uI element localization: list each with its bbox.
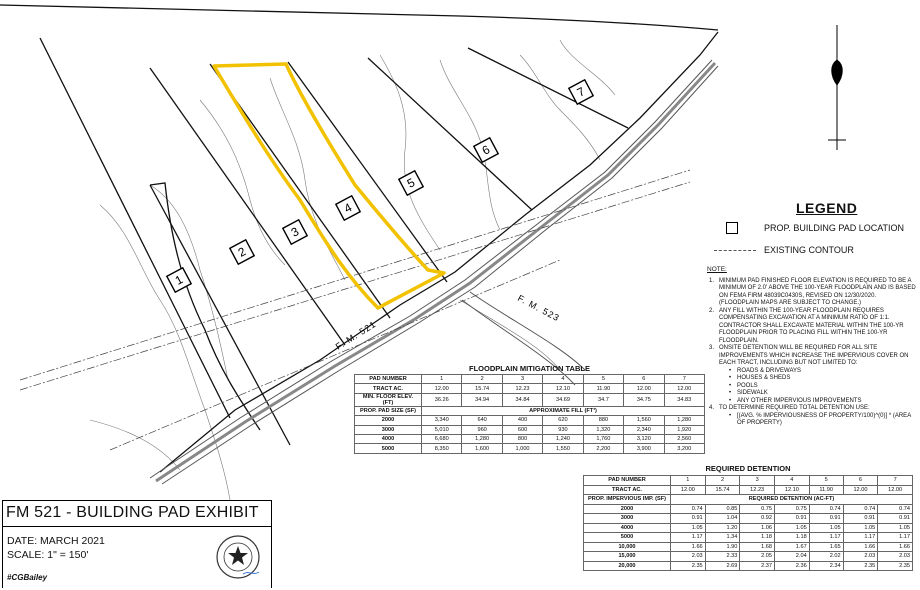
table-row (584, 561, 913, 571)
table-cell: 600 (502, 425, 542, 434)
exhibit-date: DATE: MARCH 2021 (7, 535, 105, 547)
table-cell: 1.04 (705, 514, 740, 524)
existing-contour (200, 100, 285, 265)
row-label: 2000 (584, 504, 671, 514)
table-cell: 0.92 (740, 514, 775, 524)
pad-2 (230, 240, 254, 264)
table-cell: 1,240 (543, 434, 583, 443)
table-row (355, 393, 705, 406)
table-cell: 3 (502, 375, 542, 384)
table-cell: 1.66 (671, 542, 706, 552)
row-label: 15,000 (584, 552, 671, 562)
row-label: 5000 (584, 533, 671, 543)
table-cell: 12.00 (843, 485, 878, 495)
table-cell: 1.66 (843, 542, 878, 552)
note-text: ONSITE DETENTION WILL BE REQUIRED FOR ALL SITE IMPROVEMENTS WHICH INCREASE THE IMPERVIOUS COVER ON EACH TRACT, INCLUDING BUT NOT LIMITED TO: (719, 345, 909, 366)
table-cell: 960 (462, 425, 502, 434)
table-cell: 34.94 (462, 393, 502, 406)
table-cell: 2.35 (843, 561, 878, 571)
table-cell: 930 (543, 425, 583, 434)
table-cell: 11.90 (809, 485, 843, 495)
table-cell: 12.00 (664, 384, 704, 393)
pad-6 (474, 138, 498, 162)
table-cell: 34.75 (624, 393, 664, 406)
table-cell: 11.90 (583, 384, 623, 393)
table-cell: 1.05 (843, 523, 878, 533)
table-cell: 0.85 (705, 504, 740, 514)
table-cell: 1.20 (705, 523, 740, 533)
note-bullet: • SIDEWALK (737, 390, 917, 398)
table-row (355, 425, 705, 434)
note-item (707, 345, 917, 368)
note-bullet: • ROADS & DRIVEWAYS (737, 368, 917, 376)
table-cell: 12.10 (775, 485, 810, 495)
table-cell: 0.91 (775, 514, 810, 524)
pad-3 (283, 220, 307, 244)
lot-line (150, 68, 345, 345)
table-cell: 5 (583, 375, 623, 384)
table-cell: 1,280 (664, 416, 704, 425)
table-row (584, 542, 913, 552)
table-cell: 0.91 (878, 514, 913, 524)
table-row (584, 523, 913, 533)
table-row (355, 406, 705, 415)
note-item (707, 278, 917, 308)
table-cell: 1,000 (502, 444, 542, 453)
table-cell: 1,320 (583, 425, 623, 434)
lot-line (288, 62, 447, 282)
table-title: REQUIRED DETENTION (705, 464, 791, 473)
row-label: TRACT AC. (355, 384, 422, 393)
row-label: 10,000 (584, 542, 671, 552)
table-cell: 1.65 (809, 542, 843, 552)
row-label: 5000 (355, 444, 422, 453)
table-cell: 1,280 (462, 434, 502, 443)
road-label-fm-523: F. M. 523 (516, 292, 562, 324)
table-cell: 12.23 (502, 384, 542, 393)
table-cell: 34.69 (543, 393, 583, 406)
existing-contour (90, 420, 180, 470)
table-cell: 1.05 (671, 523, 706, 533)
table-cell: 3,900 (624, 444, 664, 453)
table-cell: 1.06 (740, 523, 775, 533)
floodplain-mitigation-table (354, 363, 705, 454)
note-item (707, 308, 917, 346)
exhibit-title: FM 521 - BUILDING PAD EXHIBIT (6, 504, 259, 521)
engineer-seal-icon (215, 534, 261, 580)
north-arrow-needle (832, 60, 843, 85)
detention-table-grid (583, 475, 913, 571)
table-cell: 5 (809, 476, 843, 486)
table-cell: 800 (502, 434, 542, 443)
table-cell: 2.37 (740, 561, 775, 571)
span-header: APPROXIMATE FILL (FT³) (422, 406, 705, 415)
row-label: 2000 (355, 416, 422, 425)
existing-contour (100, 205, 230, 500)
table-cell: 0.91 (671, 514, 706, 524)
table-cell: 2.33 (705, 552, 740, 562)
table-cell: 2 (462, 375, 502, 384)
table-cell: 1.17 (671, 533, 706, 543)
legend-title: LEGEND (796, 200, 858, 216)
table-cell: 8,350 (422, 444, 462, 453)
title-block (2, 500, 272, 588)
table-cell: 12.00 (422, 384, 462, 393)
pad-number: 1 (172, 272, 186, 288)
table-cell: 2,560 (664, 434, 704, 443)
table-cell: 2.35 (671, 561, 706, 571)
table-cell: 0.74 (671, 504, 706, 514)
pad-number: 6 (479, 142, 493, 158)
table-row (584, 476, 913, 486)
row-label: 4000 (355, 434, 422, 443)
table-cell: 36.26 (422, 393, 462, 406)
tract-1-outline (150, 183, 260, 430)
table-cell: 1.18 (775, 533, 810, 543)
table-cell: 1.34 (705, 533, 740, 543)
note-number: 4. (709, 405, 715, 411)
table-cell: 1,550 (543, 444, 583, 453)
table-cell: 400 (502, 416, 542, 425)
legend-label: PROP. BUILDING PAD LOCATION (764, 223, 905, 233)
row-label: PROP. IMPERVIOUS IMP. (SF) (584, 495, 671, 505)
table-cell: 12.00 (624, 384, 664, 393)
note-bullet: • HOUSES & SHEDS (737, 375, 917, 383)
floodplain-table-grid (354, 374, 705, 454)
table-cell: 2.05 (740, 552, 775, 562)
building-pads (167, 80, 593, 292)
note-text: MINIMUM PAD FINISHED FLOOR ELEVATION IS REQUIRED TO BE A MINIMUM OF 2.0' ABOVE THE 100-YEAR FLOODPLAIN AND IS BASED ON FEMA FIRM 48039C0430S, REVISED ON 12/30/2020. (FLOODPLAIN MAPS ARE SUBJECT TO CHANGE.) (719, 277, 916, 306)
row-label: 3000 (355, 425, 422, 434)
table-cell: 1.05 (775, 523, 810, 533)
pad-number: 2 (235, 244, 249, 260)
table-cell: 2,340 (624, 425, 664, 434)
row-label: PROP. PAD SIZE (SF) (355, 406, 422, 415)
pad-5 (399, 171, 423, 195)
span-header: REQUIRED DETENTION (AC-FT) (671, 495, 913, 505)
notes (707, 266, 917, 428)
pad-square-icon (726, 222, 738, 234)
table-cell: 12.00 (671, 485, 706, 495)
table-cell: 6 (843, 476, 878, 486)
table-cell: 4 (543, 375, 583, 384)
lot-line (468, 48, 628, 128)
north-boundary (0, 5, 718, 30)
note-number: 1. (709, 277, 715, 284)
contour-line-icon (714, 250, 756, 251)
table-cell: 2.03 (671, 552, 706, 562)
note-item (707, 405, 917, 413)
table-row (584, 495, 913, 505)
north-arrow (828, 25, 846, 150)
table-cell: 3 (740, 476, 775, 486)
table-cell: 6 (624, 375, 664, 384)
table-cell: 15.74 (462, 384, 502, 393)
row-label: 4000 (584, 523, 671, 533)
table-cell: 1.05 (809, 523, 843, 533)
table-cell: 5,010 (422, 425, 462, 434)
exhibit-scale: SCALE: 1" = 150' (7, 549, 89, 561)
pad-number: 5 (404, 175, 418, 191)
table-row (584, 514, 913, 524)
note-number: 3. (709, 345, 715, 351)
table-cell: 1.68 (740, 542, 775, 552)
divider (3, 526, 271, 527)
table-row (355, 444, 705, 453)
row-label: 20,000 (584, 561, 671, 571)
pad-number: 4 (341, 200, 355, 216)
row-label: MIN. FLOOR ELEV. (FT) (355, 393, 422, 406)
row-label: 3000 (584, 514, 671, 524)
table-cell: 1.17 (809, 533, 843, 543)
table-cell: 12.23 (740, 485, 775, 495)
note-text: TO DETERMINE REQUIRED TOTAL DETENTION USE: (719, 405, 870, 411)
table-cell: 1 (422, 375, 462, 384)
table-cell: 1.05 (878, 523, 913, 533)
row-label: PAD NUMBER (584, 476, 671, 486)
table-cell: 34.7 (583, 393, 623, 406)
table-cell: 3,340 (422, 416, 462, 425)
pad-number: 7 (574, 84, 588, 100)
table-cell: 2.03 (843, 552, 878, 562)
note-text: ANY FILL WITHIN THE 100-YEAR FLOODPLAIN REQUIRES COMPENSATING EXCAVATION AT A MINIMUM RATIO OF 1:1. CONTRACTOR SHALL EXCAVATE MATERIAL WITHIN THE 100-YR FLOODPLAIN PRIOR TO PLACING FILL WITHIN THE 100-YR FLOODPLAIN. (719, 307, 904, 344)
table-cell: 15.74 (705, 485, 740, 495)
table-cell: 0.75 (775, 504, 810, 514)
table-cell: 3,120 (624, 434, 664, 443)
row-label: PAD NUMBER (355, 375, 422, 384)
table-row (584, 504, 913, 514)
table-cell: 620 (543, 416, 583, 425)
table-cell: 1.67 (775, 542, 810, 552)
table-cell: 1.17 (878, 533, 913, 543)
table-cell: 2.03 (878, 552, 913, 562)
table-cell: 1.66 (878, 542, 913, 552)
table-cell: 2.35 (878, 561, 913, 571)
table-cell: 1.90 (705, 542, 740, 552)
table-cell: 7 (664, 375, 704, 384)
table-row (355, 384, 705, 393)
table-cell: 34.84 (502, 393, 542, 406)
table-cell: 0.74 (843, 504, 878, 514)
lot-line (40, 38, 230, 418)
legend-label: EXISTING CONTOUR (764, 245, 854, 255)
required-detention-table (583, 463, 913, 571)
table-row (584, 552, 913, 562)
table-cell: 0.75 (740, 504, 775, 514)
table-cell: 880 (583, 416, 623, 425)
firm-logo: #CGBailey (7, 573, 48, 582)
table-cell: 1,600 (462, 444, 502, 453)
row-label: TRACT AC. (584, 485, 671, 495)
table-cell: 34.83 (664, 393, 704, 406)
table-title: FLOODPLAIN MITIGATION TABLE (469, 364, 590, 373)
table-cell: 2 (705, 476, 740, 486)
table-cell: 1,560 (624, 416, 664, 425)
seal-star (228, 546, 248, 565)
table-cell: 2.36 (775, 561, 810, 571)
pad-4 (336, 196, 360, 220)
pad-number: 3 (288, 224, 302, 240)
table-cell: 12.10 (543, 384, 583, 393)
table-cell: 12.00 (878, 485, 913, 495)
note-bullet: • POOLS (737, 383, 917, 391)
table-cell: 7 (878, 476, 913, 486)
table-row (355, 434, 705, 443)
table-cell: 1.18 (740, 533, 775, 543)
table-cell: 1 (671, 476, 706, 486)
road-label-fm-521: F. M. 521 (333, 318, 379, 352)
table-row (355, 416, 705, 425)
table-cell: 3,200 (664, 444, 704, 453)
table-row (584, 485, 913, 495)
table-cell: 1,920 (664, 425, 704, 434)
table-cell: 2,200 (583, 444, 623, 453)
table-cell: 2.02 (809, 552, 843, 562)
lot-line (368, 58, 532, 210)
table-cell: 2.69 (705, 561, 740, 571)
note-number: 2. (709, 307, 715, 314)
note-bullet: • [(AVG. % IMPERVIOUSNESS OF PROPERTY/100)^(0)] * (AREA OF PROPERTY) (737, 413, 917, 428)
table-cell: 0.91 (843, 514, 878, 524)
table-cell: 640 (462, 416, 502, 425)
table-cell: 1,760 (583, 434, 623, 443)
notes-title: NOTE: (707, 266, 727, 273)
table-cell: 6,680 (422, 434, 462, 443)
table-cell: 1.17 (843, 533, 878, 543)
table-cell: 0.91 (809, 514, 843, 524)
table-cell: 0.74 (809, 504, 843, 514)
note-bullet: • ANY OTHER IMPERVIOUS IMPROVEMENTS (737, 398, 917, 406)
table-cell: 0.74 (878, 504, 913, 514)
table-cell: 4 (775, 476, 810, 486)
table-row (584, 533, 913, 543)
table-cell: 2.34 (809, 561, 843, 571)
existing-contour (380, 55, 440, 250)
table-row (355, 375, 705, 384)
table-cell: 2.04 (775, 552, 810, 562)
